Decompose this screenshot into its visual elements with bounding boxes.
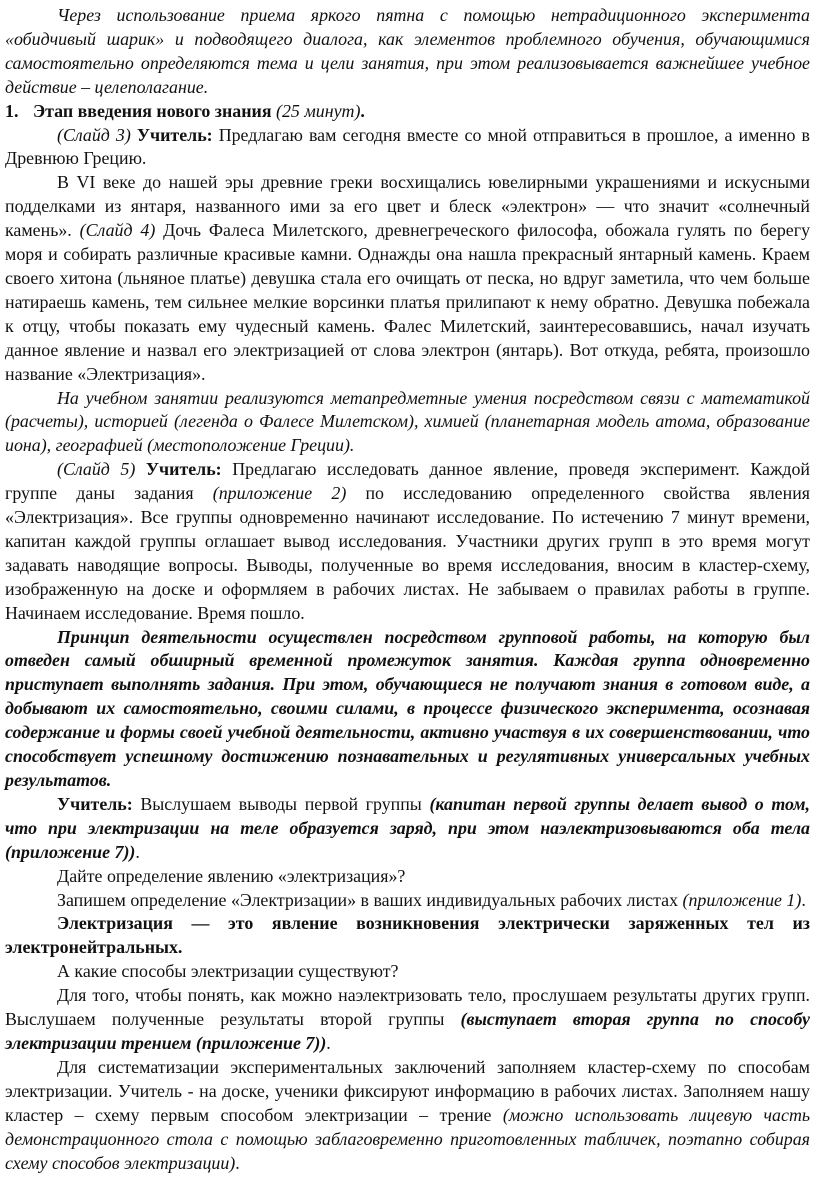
slide-ref: (Слайд 4)	[79, 220, 156, 241]
slide-ref: (Слайд 3)	[57, 124, 131, 145]
note-text: (капитан первой группы делает вывод о том, что при электризации на теле образуется заряд, при этом наэлектризовываются оба тела (приложение 7))	[5, 793, 811, 862]
paragraph-text: Запишем определение «Электризации» в ваших индивидуальных рабочих листах	[57, 889, 683, 910]
definition-instruction-paragraph	[5, 889, 810, 913]
paragraph-end: .	[801, 889, 806, 910]
paragraph-text: Дочь Фалеса Милетского, древнегреческого философа, обожала гулять по берегу моря и собирать различные красивые камни. Однажды она нашла прекрасный янтарный камень. Краем своего хитона (льняное платье) девушка стала его очищать от песка, но вдруг заметила, что чем больше натираешь камень, тем сильнее мелкие ворсинки платья прилипают к нему обратно. Девушка побежала к отцу, чтобы показать ему чудесный камень. Фалес Милетский, заинтересовавшись, начал изучать данное явление и назвал его электризацией от слова электрон (янтарь). Вот откуда, ребята, произошло название «Электризация».	[5, 220, 811, 384]
note-text: (можно использовать лицевую часть демонстрационного стола с помощью заблаговременно приготовленных табличек, поэтапно собирая схему способов электризации)	[5, 1104, 811, 1173]
paragraph-text: Выслушаем выводы первой группы	[132, 793, 430, 814]
section-number: 1.	[5, 100, 19, 121]
speaker-label: Учитель:	[136, 124, 213, 145]
methods-question-paragraph: А какие способы электризации существуют?	[57, 961, 399, 982]
paragraph-end: .	[135, 841, 140, 862]
paragraph-text: Для систематизации экспериментальных заключений заполняем кластер-схему по способам электризации. Учитель - на доске, ученики фиксируют информацию в рабочих листах. Заполняем нашу кластер – схему первым способом электризации – трение	[5, 1056, 810, 1125]
principle-paragraph: Принцип деятельности осуществлен посредством групповой работы, на которую был отведен самый обширный временной промежуток занятия. Каждая группа одновременно приступает выполнять задания. При этом, обучающиеся не получают знания в готовом виде, а добывают их самостоятельно, своими силами, в процессе физического эксперимента, осознавая содержание и формы своей учебной деятельности, активно участвуя в их совершенствовании, что способствует успешному достижению познавательных и регулятивных универсальных учебных результатов.	[5, 626, 810, 790]
slide-ref: (Слайд 5)	[57, 459, 136, 480]
paragraph-text: В VI веке до нашей эры древние греки восхищались ювелирными украшениями и искусными подделками из янтаря, названного ими за его цвет и блеск «электрон» — что значит «солнечный камень».	[5, 172, 810, 241]
question-paragraph: Дайте определение явлению «электризация»?	[57, 865, 406, 886]
history-paragraph	[5, 171, 810, 386]
note-text: (выступает вторая группа по способу электризации трением (приложение 7))	[5, 1009, 810, 1053]
paragraph-end: .	[235, 1152, 240, 1173]
paragraph-text: Для того, чтобы понять, как можно наэлектризовать тело, прослушаем результаты других групп. Выслушаем полученные результаты второй группы	[5, 985, 810, 1030]
appendix-ref: (приложение 2)	[212, 483, 347, 504]
group2-paragraph	[5, 984, 810, 1056]
metasubject-paragraph: На учебном занятии реализуются метапредметные умения посредством связи с математикой (расчеты), историей (легенда о Фалесе Милетском), химией (планетарная модель атома, образование иона), географией (местоположение Греции).	[5, 387, 810, 456]
section-duration: (25 минут)	[276, 100, 361, 121]
intro-paragraph: Через использование приема яркого пятна с помощью нетрадиционного эксперимента «обидчивый шарик» и подводящего диалога, как элементов проблемного обучения, обучающимися самостоятельно определяются тема и цели занятия, при этом реализовывается важнейшее учебное действие – целеполагание.	[5, 5, 810, 97]
teacher-paragraph-slide5	[5, 458, 810, 625]
paragraph-text: Предлагаю исследовать данное явление, проведя эксперимент. Каждой группе даны задания	[5, 459, 810, 504]
speaker-label: Учитель:	[57, 793, 133, 814]
teacher-paragraph-slide3	[5, 124, 810, 172]
teacher-paragraph-group1	[5, 793, 810, 865]
section-heading-end: .	[360, 100, 365, 121]
section-heading	[5, 100, 810, 124]
definition-paragraph: Электризация — это явление возникновения электрически заряженных тел из электронейтральных.	[5, 913, 810, 958]
cluster-paragraph	[5, 1056, 810, 1176]
paragraph-text: по исследованию определенного свойства явления «Электризация». Все группы одновременно начинают исследование. По истечению 7 минут времени, капитан каждой группы оглашает вывод исследования. Участники других групп в это время могут задавать наводящие вопросы. Выводы, полученные во время исследования, вносим в кластер-схему, изображенную на доске и оформляем в рабочих листах. Не забываем о правилах работы в группе. Начинаем исследование. Время пошло.	[5, 483, 810, 623]
paragraph-end: .	[326, 1032, 331, 1053]
paragraph-text: Предлагаю вам сегодня вместе со мной отправиться в прошлое, а именно в Древнюю Грецию.	[5, 124, 810, 169]
appendix-ref: (приложение 1)	[682, 889, 802, 910]
section-title: Этап введения нового знания	[33, 100, 272, 121]
speaker-label: Учитель:	[145, 459, 222, 480]
